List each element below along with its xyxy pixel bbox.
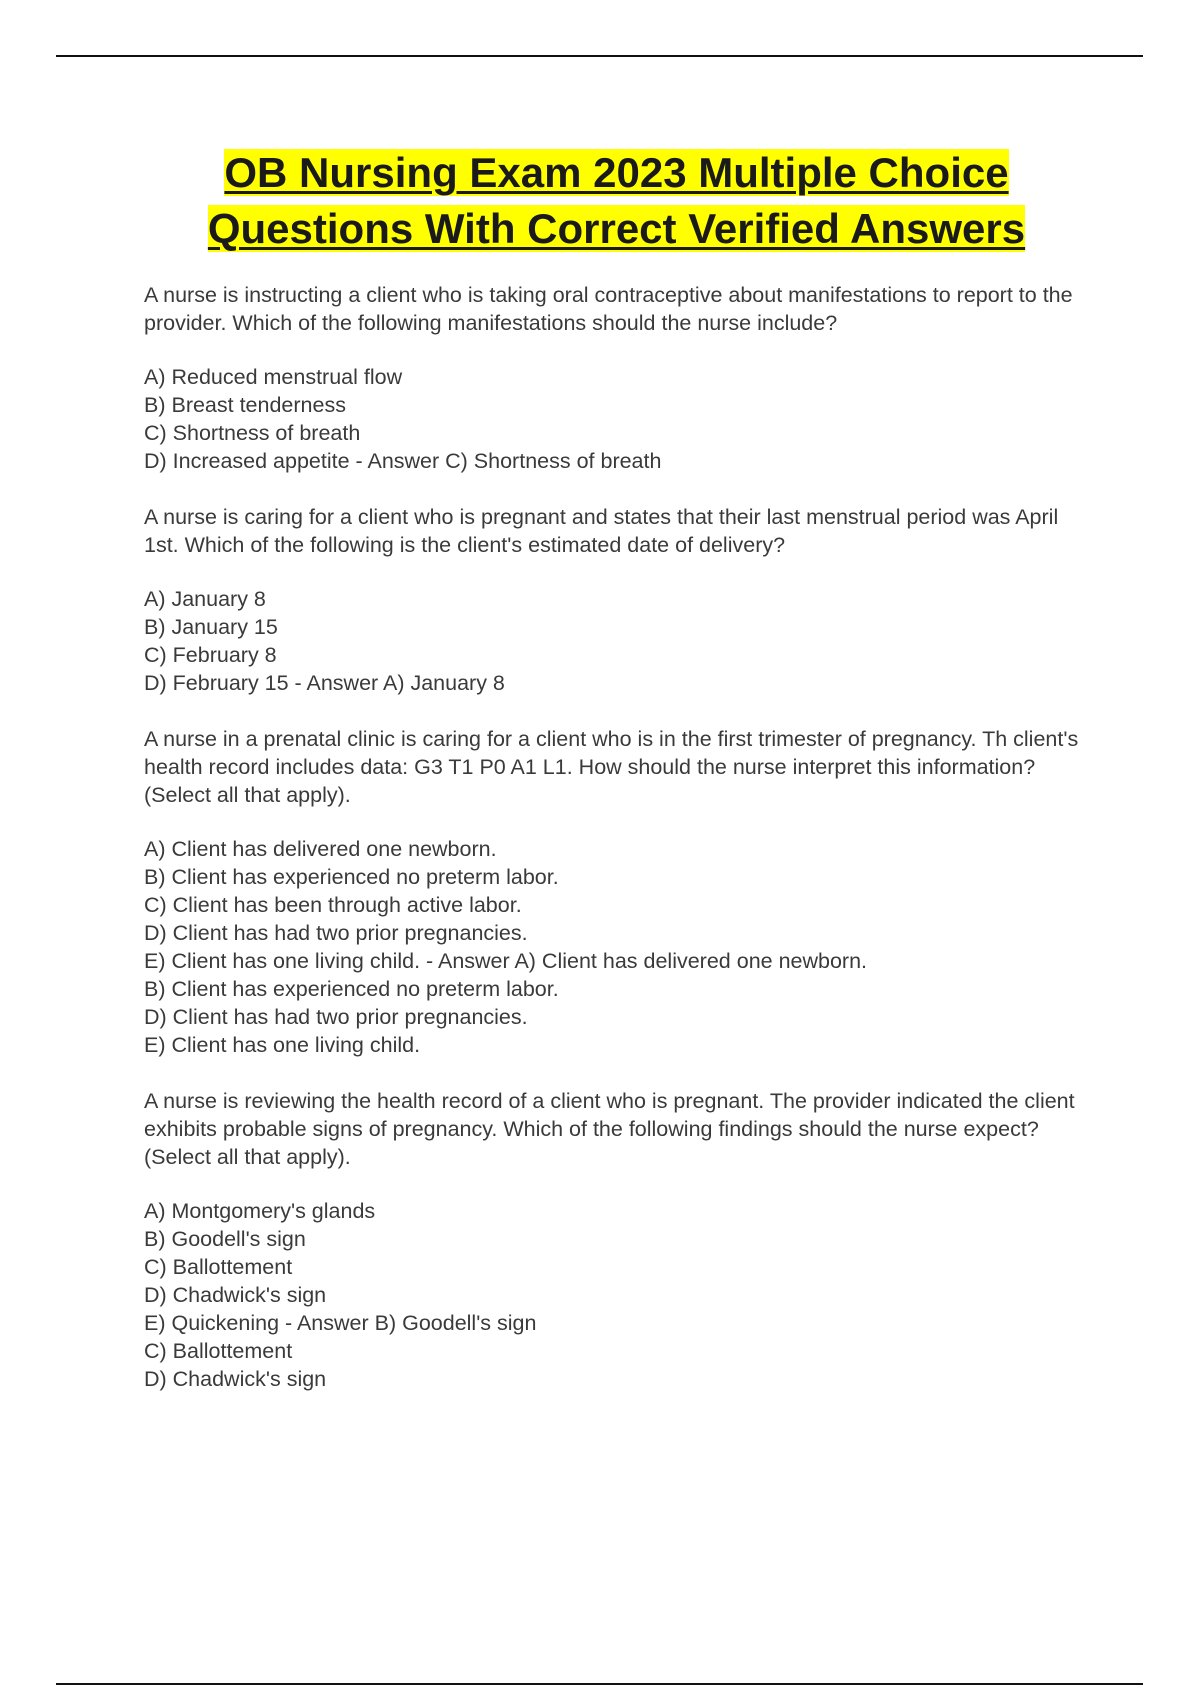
question-1-text: A nurse is instructing a client who is taking oral contraceptive about manifestations to report to the provider. Which of the following manifestations should the nurse include? xyxy=(144,283,1073,335)
option-line: B) Breast tenderness xyxy=(144,393,346,417)
title-line-1: OB Nursing Exam 2023 Multiple Choice xyxy=(224,149,1009,196)
option-line: D) Chadwick's sign xyxy=(144,1283,327,1307)
answer-line: C) Ballottement xyxy=(144,1339,293,1363)
option-line-with-answer: E) Client has one living child. - Answer A) Client has delivered one newborn. xyxy=(144,949,868,973)
question-4-text: A nurse is reviewing the health record of a client who is pregnant. The provider indicated the client exhibits probable signs of pregnancy. Which of the following findings should the nurse expect? (Select all that apply). xyxy=(144,1089,1075,1169)
option-line: B) Client has experienced no preterm labor. xyxy=(144,865,559,889)
option-line: C) Client has been through active labor. xyxy=(144,893,522,917)
option-line-with-answer: D) February 15 - Answer A) January 8 xyxy=(144,671,505,695)
question-2-options xyxy=(144,585,1089,697)
option-line-with-answer: D) Increased appetite - Answer C) Shortness of breath xyxy=(144,449,662,473)
question-3-options xyxy=(144,835,1089,1059)
option-line: A) Reduced menstrual flow xyxy=(144,365,403,389)
option-line: B) Goodell's sign xyxy=(144,1227,306,1251)
option-line-with-answer: E) Quickening - Answer B) Goodell's sign xyxy=(144,1311,537,1335)
option-line: A) Montgomery's glands xyxy=(144,1199,376,1223)
answer-line: B) Client has experienced no preterm labor. xyxy=(144,977,559,1001)
option-line: C) February 8 xyxy=(144,643,277,667)
option-line: B) January 15 xyxy=(144,615,278,639)
answer-line: D) Client has had two prior pregnancies. xyxy=(144,1005,528,1029)
document-title xyxy=(144,145,1089,257)
bottom-rule xyxy=(56,1683,1143,1685)
option-line: C) Ballottement xyxy=(144,1255,293,1279)
top-rule xyxy=(56,55,1143,57)
option-line: A) January 8 xyxy=(144,587,266,611)
document-body xyxy=(144,145,1089,1421)
answer-line: E) Client has one living child. xyxy=(144,1033,421,1057)
question-3-text: A nurse in a prenatal clinic is caring for a client who is in the first trimester of pregnancy. Th client's health record includes data: G3 T1 P0 A1 L1. How should the nurse interpret this information? (Select all that apply). xyxy=(144,727,1079,807)
answer-line: D) Chadwick's sign xyxy=(144,1367,327,1391)
question-2-text: A nurse is caring for a client who is pregnant and states that their last menstrual period was April 1st. Which of the following is the client's estimated date of delivery? xyxy=(144,505,1059,557)
option-line: C) Shortness of breath xyxy=(144,421,361,445)
option-line: A) Client has delivered one newborn. xyxy=(144,837,497,861)
option-line: D) Client has had two prior pregnancies. xyxy=(144,921,528,945)
title-line-2: Questions With Correct Verified Answers xyxy=(207,205,1026,252)
question-4-options xyxy=(144,1197,1089,1393)
question-1-options xyxy=(144,363,1089,475)
